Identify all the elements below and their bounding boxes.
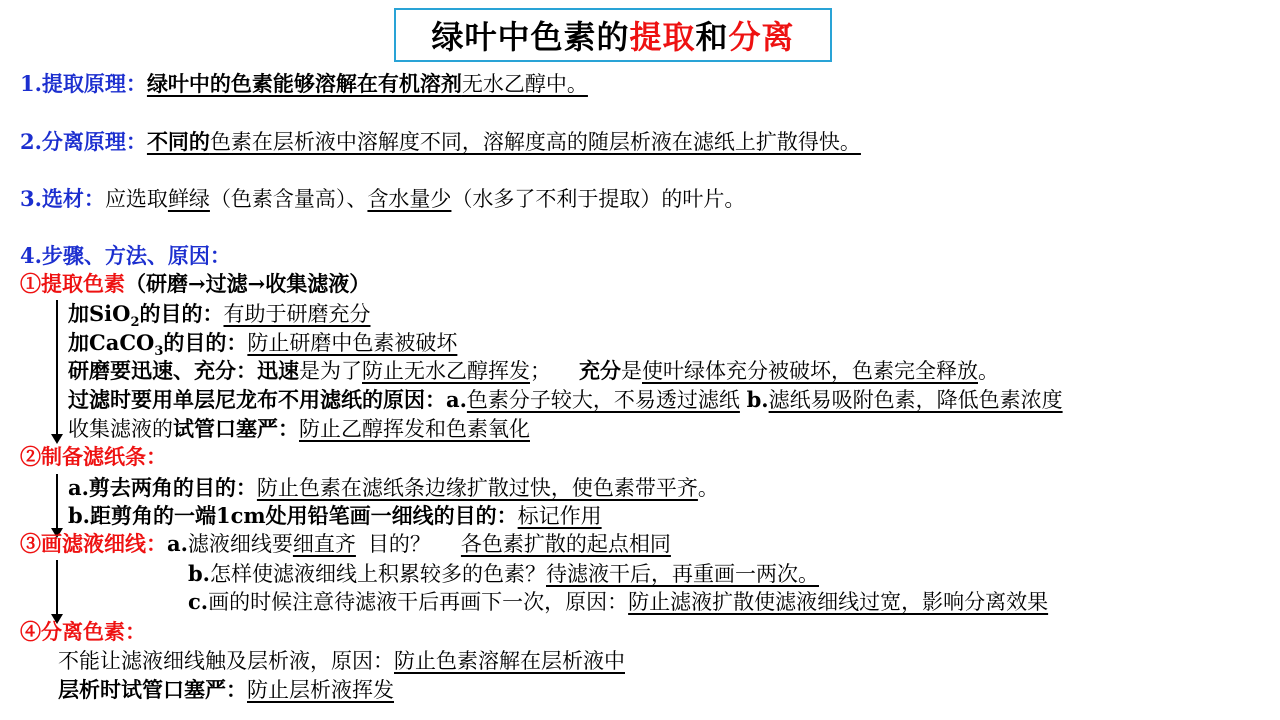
bold-text: 不同的 <box>146 129 210 154</box>
plain-text: 应选取 <box>104 187 168 211</box>
section-label: 1.提取原理： <box>20 71 147 96</box>
answer-text: 色素分子较大，不易透过滤纸 <box>466 388 740 412</box>
plain-text: 。 <box>978 359 999 383</box>
answer-text: 滤纸易吸附色素，降低色素浓度 <box>768 388 1063 412</box>
plain-text: （水多了不利于提取）的叶片。 <box>451 187 746 211</box>
step2-b-line <box>68 502 602 530</box>
plain-text: ； <box>530 359 551 383</box>
label-text: 过滤时要用单层尼龙布不用滤纸的原因： <box>68 387 446 412</box>
step-heading: ③画滤液细线： <box>20 531 167 556</box>
underlined-text: 无水乙醇中。 <box>461 72 588 96</box>
answer-text: 待滤液干后，再重画一两次。 <box>546 562 819 586</box>
label-text: a. <box>167 531 188 556</box>
page-title <box>394 8 832 62</box>
section-extraction-principle <box>20 70 588 98</box>
section-material <box>20 185 745 213</box>
step4-line1 <box>58 647 625 675</box>
label-text: c. <box>188 589 209 614</box>
plain-text: 是 <box>621 359 642 383</box>
plain-text: 滤液细线要 <box>187 532 293 556</box>
plain-text: （色素含量高）、 <box>209 187 368 211</box>
underlined-text: 色素在层析液中溶解度不同，溶解度高的随层析液在滤纸上扩散得快。 <box>209 130 861 154</box>
section-steps <box>20 242 231 270</box>
answer-text: 防止研磨中色素被破坏 <box>247 331 458 355</box>
plain-text: 不能让滤液细线触及层析液，原因： <box>58 649 394 673</box>
step-heading: ②制备滤纸条： <box>20 444 167 469</box>
step-note: （研磨→过滤→收集滤液） <box>125 271 371 296</box>
plain-text: 画的时候注意待滤液干后再画下一次，原因： <box>208 590 629 614</box>
section-label: 2.分离原理： <box>20 129 147 154</box>
answer-text: 各色素扩散的起点相同 <box>460 532 671 556</box>
step3-b-line <box>188 560 819 588</box>
bold-text: 充分 <box>579 358 621 383</box>
step2-a-line <box>68 474 719 502</box>
answer-text: 防止层析液挥发 <box>247 678 394 702</box>
bold-text: 绿叶中的色素能够溶解在有机溶剂 <box>146 71 462 96</box>
answer-text: 细直齐 <box>292 532 356 556</box>
label-text: 加SiO <box>68 301 131 326</box>
plain-text: 是为了 <box>299 359 362 383</box>
plain-text: 目的？ <box>367 532 431 556</box>
plain-text: 收集滤液的 <box>68 417 173 441</box>
title-part-2: 提取 <box>629 18 696 56</box>
step3-arrow <box>56 560 58 616</box>
subscript: 3 <box>154 344 164 360</box>
title-part-1: 绿叶中色素的 <box>431 18 630 56</box>
filter-line <box>68 386 1063 414</box>
subscript: 2 <box>130 315 140 331</box>
answer-text: 防止无水乙醇挥发 <box>362 359 530 383</box>
answer-text: 使叶绿体充分被破坏，色素完全释放 <box>642 359 978 383</box>
step-heading: ①提取色素 <box>20 271 125 296</box>
answer-text: 防止滤液扩散使滤液细线过宽，影响分离效果 <box>628 590 1049 614</box>
bold-text: 迅速 <box>257 358 299 383</box>
step1-heading <box>20 270 370 298</box>
bold-text: 试管口塞严： <box>173 416 299 441</box>
label-text: b. <box>188 561 210 586</box>
step2-heading <box>20 443 167 471</box>
step4-line2 <box>58 676 394 704</box>
step-heading: ④分离色素： <box>20 619 146 644</box>
answer-text: 防止色素在滤纸条边缘扩散过快，使色素带平齐 <box>256 476 698 500</box>
section-separation-principle <box>20 128 861 156</box>
title-part-3: 和 <box>695 18 729 56</box>
answer-text: 有助于研磨充分 <box>223 302 371 326</box>
label-text: 加CaCO <box>68 330 155 355</box>
label-text: a.剪去两角的目的： <box>68 475 257 500</box>
step3-heading <box>20 530 671 558</box>
bold-text: 层析时试管口塞严： <box>58 677 247 702</box>
step2-arrow <box>56 474 58 530</box>
bold-text: a. <box>446 387 467 412</box>
label-text: b.距剪角的一端1cm处用铅笔画一细线的目的： <box>68 503 518 528</box>
answer-text: 防止色素溶解在层析液中 <box>394 649 625 673</box>
underlined-text: 含水量少 <box>367 187 452 211</box>
bold-text: b. <box>746 387 769 412</box>
title-part-4: 分离 <box>728 18 795 56</box>
step3-c-line <box>188 588 1048 616</box>
grind-line <box>68 357 999 385</box>
underlined-text: 鲜绿 <box>167 187 210 211</box>
answer-text: 标记作用 <box>517 504 602 528</box>
section-label: 4.步骤、方法、原因： <box>20 243 231 268</box>
label-text: 的目的： <box>163 330 248 355</box>
label-text: 研磨要迅速、充分： <box>68 358 257 383</box>
collect-line <box>68 415 530 443</box>
answer-text: 防止乙醇挥发和色素氧化 <box>299 417 530 441</box>
label-text: 的目的： <box>139 301 224 326</box>
section-label: 3.选材： <box>20 186 105 211</box>
plain-text: 。 <box>697 476 719 500</box>
step4-heading <box>20 618 146 646</box>
step1-arrow <box>56 300 58 436</box>
plain-text: 怎样使滤液细线上积累较多的色素？ <box>210 562 546 586</box>
